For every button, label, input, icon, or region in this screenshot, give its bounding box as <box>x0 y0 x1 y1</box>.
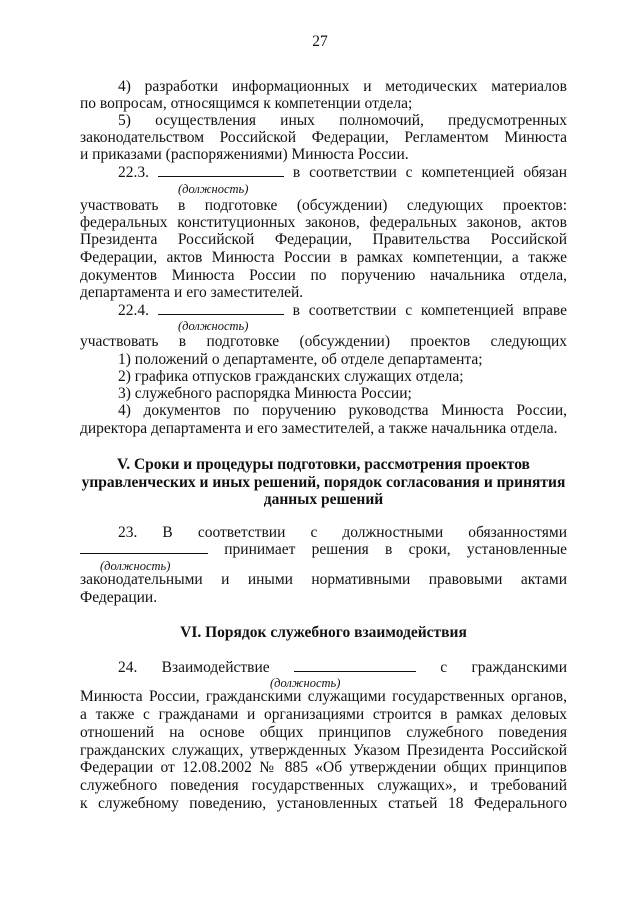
text-line: Федерации от 12.08.2002 № 885 «Об утверждении общих принципов <box>80 759 567 776</box>
text-line: 4) разработки информационных и методических материалов <box>118 78 567 95</box>
list-item: 3) служебного распорядка Минюста России; <box>118 385 412 402</box>
position-note: (должность) <box>178 182 249 196</box>
text-line: и приказами (распоряжениями) Минюста России. <box>80 146 409 163</box>
paragraph-number: 22.3. <box>118 164 149 181</box>
text-line: федеральных конституционных законов, федеральных законов, актов <box>80 214 567 231</box>
page-number: 27 <box>312 33 328 50</box>
text-line: отношений на основе общих принципов служебного поведения <box>80 724 567 741</box>
text-span: принимает решения в сроки, установленные <box>224 541 567 558</box>
position-blank <box>158 302 284 315</box>
section-heading: V. Сроки и процедуры подготовки, рассмотрения проектов <box>117 456 530 473</box>
section-heading: управленческих и иных решений, порядок согласования и принятия <box>81 474 566 491</box>
text-line: Минюста России, гражданскими служащими государственных органов, <box>80 688 567 705</box>
text-line: по вопросам, относящимся к компетенции отдела; <box>80 95 413 112</box>
text-span: в соответствии с компетенцией обязан <box>292 164 567 181</box>
text-line: участвовать в подготовке (обсуждении) следующих проектов: <box>80 197 567 214</box>
text-span: с гражданскими <box>440 659 567 676</box>
paragraph-number: 22.4. <box>118 302 149 319</box>
position-blank <box>294 659 416 672</box>
section-heading: данных решений <box>263 491 384 508</box>
text-line: директора департамента и его заместителей, а также начальника отдела. <box>80 420 558 437</box>
text-line: департамента и его заместителей. <box>80 284 304 301</box>
text-line: гражданских служащих, утвержденных Указом Президента Российской <box>80 742 567 759</box>
list-item: 2) графика отпусков гражданских служащих отдела; <box>118 368 464 385</box>
paragraph-22-4-line <box>118 302 567 320</box>
text-line: а также с гражданами и организациями строится в рамках деловых <box>80 706 567 723</box>
text-line: Федерации. <box>80 589 158 606</box>
paragraph-24-line <box>118 659 567 677</box>
text-line: Федерации, актов Минюста России в рамках компетенции, а также <box>80 249 567 266</box>
text-line: документов Минюста России по поручению начальника отдела, <box>80 267 567 284</box>
paragraph-22-3-line <box>118 164 567 182</box>
position-blank <box>158 164 284 177</box>
text-line: законодательными и иными нормативными правовыми актами <box>80 571 567 588</box>
text-span: в соответствии с компетенцией вправе <box>292 302 567 319</box>
text-line: 5) осуществления иных полномочий, предусмотренных <box>118 112 567 129</box>
position-note: (должность) <box>178 319 249 333</box>
paragraph-23-line <box>80 541 567 559</box>
list-item: 1) положений о департаменте, об отделе департамента; <box>118 351 483 368</box>
text-line: к служебному поведению, установленных статьей 18 Федерального <box>80 795 567 812</box>
list-item: 4) документов по поручению руководства Минюста России, <box>118 402 567 419</box>
text-line: служебного поведения государственных служащих», и требований <box>80 777 567 794</box>
position-blank <box>80 541 208 554</box>
position-note: (должность) <box>100 559 171 573</box>
text-line: участвовать в подготовке (обсуждении) проектов следующих <box>80 333 567 350</box>
text-line: Президента Российской Федерации, Правительства Российской <box>80 231 567 248</box>
text-line: законодательством Российской Федерации, Регламентом Минюста <box>80 129 567 146</box>
text-line: 23. В соответствии с должностными обязанностями <box>118 524 567 541</box>
text-span: 24. Взаимодействие <box>118 659 270 676</box>
position-note: (должность) <box>270 676 341 690</box>
section-heading: VI. Порядок служебного взаимодействия <box>180 624 467 641</box>
